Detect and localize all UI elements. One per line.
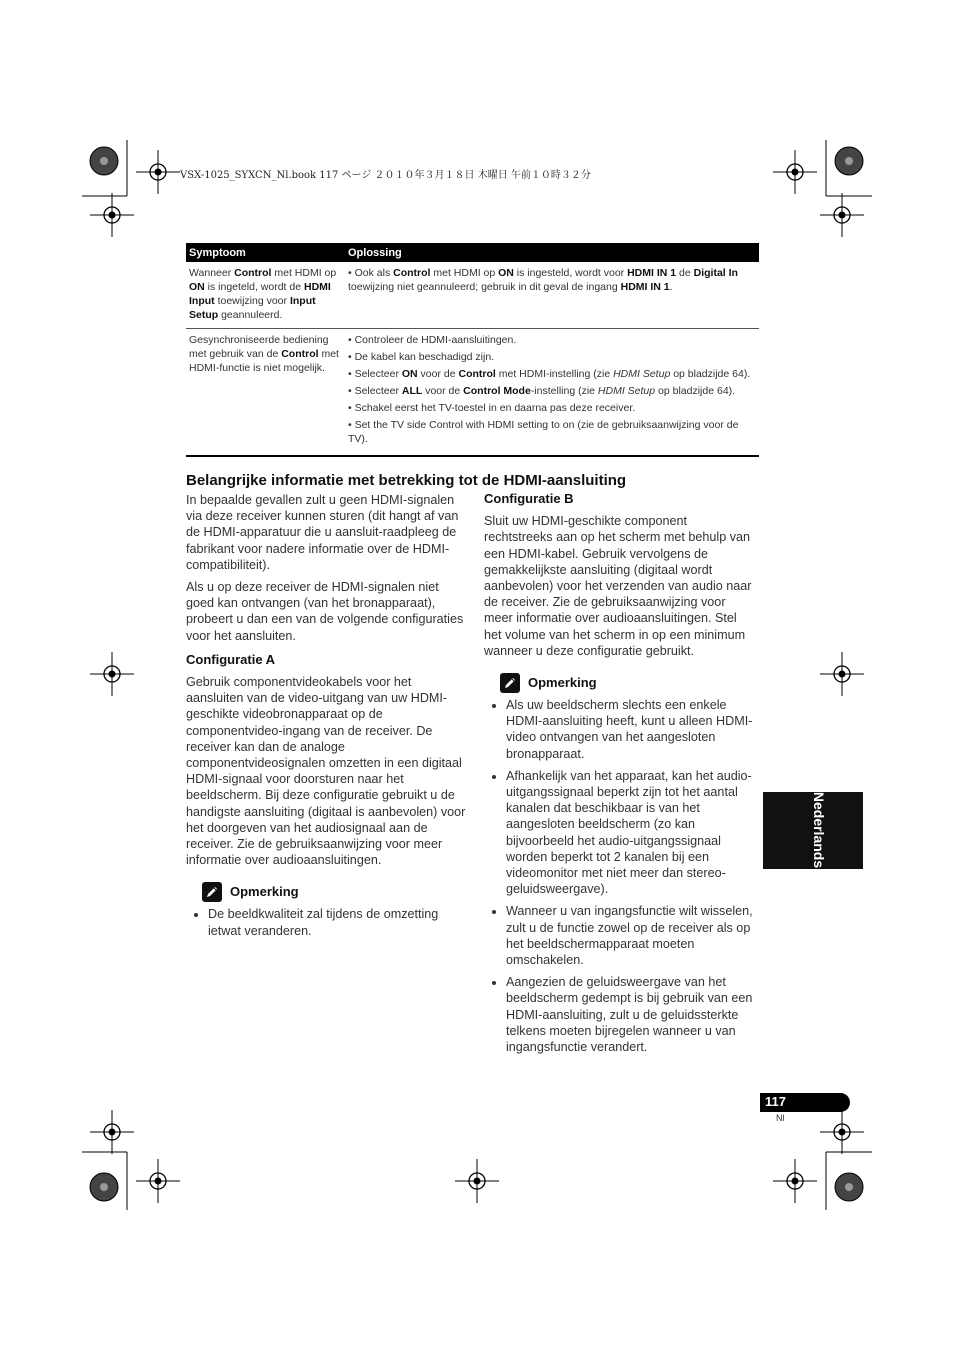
bold-term: Control bbox=[458, 368, 496, 380]
text-run: toewijzing voor bbox=[214, 295, 290, 307]
bold-term: Control Mode bbox=[463, 385, 531, 397]
bold-term: HDMI IN 1 bbox=[627, 267, 677, 279]
list-item: • De beeldkwaliteit zal tijdens de omzetting ietwat veranderen. bbox=[208, 906, 466, 938]
list-item: • Aangezien de geluidsweergave van het beeldscherm gedempt is bij gebruik van een HDMI-aansluiting, zult u de geluidssterkte telkens moeten bijregelen wanneer u van ingangsfunctie verandert. bbox=[506, 974, 756, 1055]
left-column bbox=[186, 492, 466, 945]
bold-term: Input Setup bbox=[189, 295, 316, 321]
note-header bbox=[202, 882, 466, 902]
solution-item bbox=[348, 401, 756, 415]
note-list bbox=[186, 906, 466, 938]
bold-term: ALL bbox=[401, 385, 423, 397]
italic-reference: HDMI Setup bbox=[613, 368, 671, 380]
intro-paragraph-2: Als u op deze receiver de HDMI-signalen niet goed kan ontvangen (van het bronapparaat), probeert u dan een van de volgende configuraties voor het aansluiten. bbox=[186, 580, 464, 643]
text-run: met HDMI op bbox=[271, 267, 337, 279]
side-tab-label: Nederlands bbox=[811, 791, 827, 869]
note-label: Opmerking bbox=[230, 884, 299, 900]
list-item: • Wanneer u van ingangsfunctie wilt wisselen, zult u de functie zowel op de receiver als op het beeldschermapparaat moeten omschakelen. bbox=[506, 903, 756, 968]
troubleshooting-table bbox=[186, 243, 759, 457]
solution-item bbox=[348, 333, 756, 347]
italic-reference: HDMI Setup bbox=[597, 385, 656, 397]
bold-term: Digital In bbox=[693, 267, 738, 279]
pencil-note-icon bbox=[202, 882, 222, 902]
intro-paragraph: In bepaalde gevallen zult u geen HDMI-signalen via deze receiver kunnen sturen (dit hangt af van de HDMI-apparatuur die u aansluit-raadpleeg de fabrikant voor nadere informatie over de HDMI-compatibiliteit). bbox=[186, 493, 459, 572]
pencil-note-icon bbox=[500, 673, 520, 693]
print-header-line: VSX-1025_SYXCN_Nl.book 117 ページ ２０１０年３月１８日 木曜日 午前１０時３２分 bbox=[180, 170, 591, 181]
right-column bbox=[484, 491, 756, 1061]
solution-cell bbox=[345, 329, 759, 457]
config-b-text: Sluit uw HDMI-geschikte component rechtstreeks aan op het scherm met behulp van een HDMI-kabel. Gebruik vervolgens de gemakkelijkste aansluiting (digitaal wordt aanbevolen) voor het verzenden van audio naar de receiver. Zie de gebruiksaanwijzing voor meer informatie over audioaansluitingen. Stel het volume van het scherm in op een minimum wanneer u deze configuratie gebruikt. bbox=[484, 514, 752, 658]
text-run: op bladzijde 64). bbox=[670, 368, 751, 380]
text-run: • De kabel kan beschadigd zijn. bbox=[348, 351, 495, 363]
symptom-cell bbox=[186, 329, 345, 457]
table-row bbox=[186, 262, 759, 329]
config-a-title: Configuratie A bbox=[186, 651, 276, 667]
text-run: • Ook als bbox=[348, 267, 394, 279]
text-run: voor de bbox=[417, 368, 459, 380]
page-language-code: Nl bbox=[776, 1113, 785, 1123]
text-run: voor de bbox=[422, 385, 464, 397]
solution-item bbox=[348, 384, 756, 398]
list-item: • Afhankelijk van het apparaat, kan het audio-uitgangssignaal beperkt zijn tot het aantal kanalen dat beschikbaar is van het aangesloten beeldscherm (zo kan bijvoorbeeld het audio-uitgangssignaal worden beperkt tot 2 kanalen bij een videomonitor met niet meer dan stereo-geluidsweergave). bbox=[506, 768, 756, 898]
text-run: • Set the TV side Control with HDMI setting to on (zie de gebruiksaanwijzing voor de TV). bbox=[348, 419, 739, 445]
text-run: • Selecteer bbox=[348, 368, 402, 380]
note-list bbox=[484, 697, 756, 1055]
solution-cell bbox=[345, 262, 759, 329]
bold-term: Control bbox=[281, 348, 319, 360]
text-run: met HDMI op bbox=[430, 267, 499, 279]
note-label: Opmerking bbox=[528, 674, 597, 690]
text-run: • Controleer de HDMI-aansluitingen. bbox=[348, 334, 517, 346]
text-run: Gesynchroniseerde bediening met gebruik van de bbox=[189, 334, 329, 360]
bold-term: Control bbox=[234, 267, 272, 279]
solution-item bbox=[348, 418, 756, 446]
column-header-symptom: Symptoom bbox=[186, 243, 345, 262]
config-a-text: Gebruik componentvideokabels voor het aansluiten van de video-uitgang van uw HDMI-geschikte videobronapparaat op de componentvideo-ingang van de receiver. De receiver kan dan de analoge componentvideosignalen omzetten in een digitaal HDMI-signaal voor doorsturen naar het beeldscherm. Bij deze configuratie gebruikt u de handigste aansluiting (digitaal is aanbevolen) voor het doorgeven van het audiosignaal aan de receiver. Zie de gebruiksaanwijzing voor meer informatie over audioaansluitingen. bbox=[186, 675, 466, 868]
text-run: • Schakel eerst het TV-toestel in en daarna pas deze receiver. bbox=[348, 402, 636, 414]
page-number-badge bbox=[760, 1093, 850, 1112]
bold-term: ON bbox=[401, 368, 418, 380]
table-row bbox=[186, 329, 759, 457]
section-title: Belangrijke informatie met betrekking tot de HDMI-aansluiting bbox=[186, 472, 627, 489]
text-run: -instelling (zie bbox=[530, 385, 598, 397]
bold-term: ON bbox=[498, 267, 514, 279]
solution-item bbox=[348, 367, 756, 381]
text-run: geannuleerd. bbox=[218, 309, 283, 321]
symptom-cell bbox=[186, 262, 345, 329]
text-run: met HDMI-functie is niet mogelijk. bbox=[189, 348, 339, 374]
bold-term: HDMI Input bbox=[189, 281, 331, 307]
column-header-solution: Oplossing bbox=[345, 243, 759, 262]
text-run: toewijzing niet geannuleerd; gebruik in dit geval de ingang bbox=[348, 281, 621, 293]
config-b-title: Configuratie B bbox=[484, 491, 574, 506]
bold-term: ON bbox=[189, 281, 205, 293]
bold-term: HDMI IN 1 bbox=[620, 281, 670, 293]
list-item: • Als uw beeldscherm slechts een enkele HDMI-aansluiting heeft, kunt u alleen HDMI-video ontvangen van het aangesloten bronapparaat. bbox=[506, 697, 756, 762]
text-run: Wanneer bbox=[189, 267, 235, 279]
text-run: . bbox=[669, 281, 673, 293]
bold-term: Control bbox=[393, 267, 431, 279]
language-side-tab bbox=[763, 792, 863, 869]
text-run: • Selecteer bbox=[348, 385, 402, 397]
solution-item bbox=[348, 350, 756, 364]
text-run: de bbox=[676, 267, 694, 279]
solution-item bbox=[348, 266, 756, 294]
table-header-row bbox=[186, 243, 759, 262]
text-run: is ingeteld, wordt de bbox=[204, 281, 304, 293]
text-run: met HDMI-instelling (zie bbox=[495, 368, 614, 380]
text-run: is ingesteld, wordt voor bbox=[513, 267, 628, 279]
note-header bbox=[500, 673, 756, 693]
page-number: 117 bbox=[765, 1094, 786, 1109]
text-run: op bladzijde 64). bbox=[655, 385, 736, 397]
